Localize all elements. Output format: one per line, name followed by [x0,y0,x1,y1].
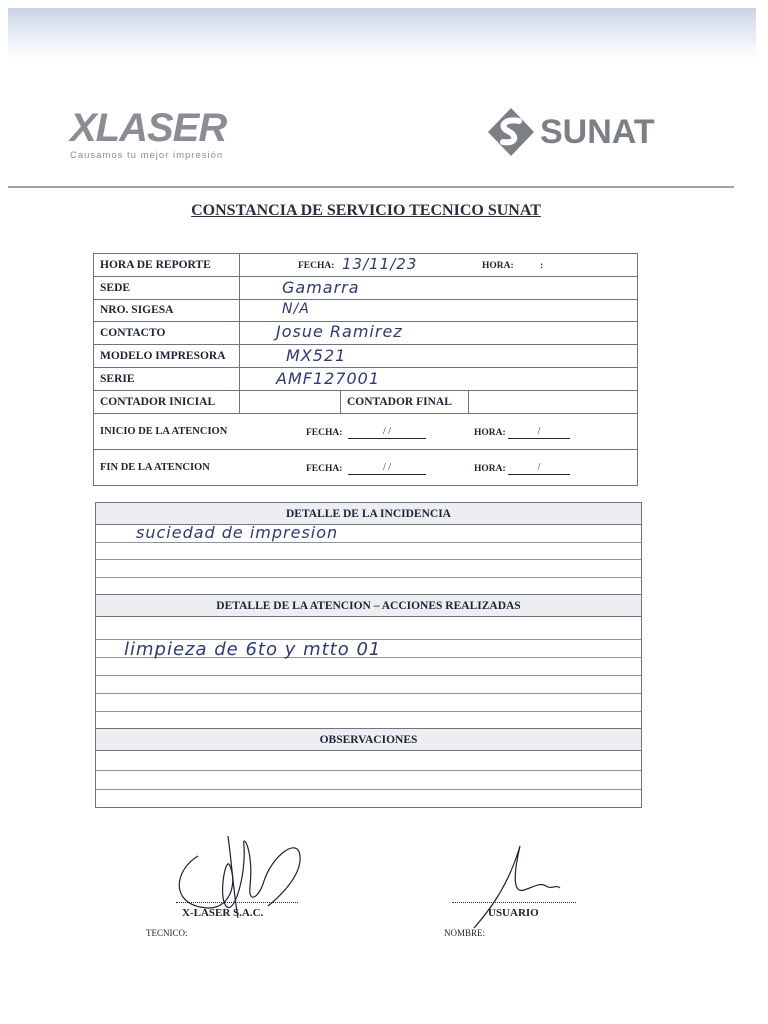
label-inicio-hora: HORA: [474,428,506,438]
observaciones-panel [95,728,642,808]
value-modelo: MX521 [286,346,347,365]
row-modelo [94,345,637,368]
label-contador-inicial: CONTADOR INICIAL [100,396,216,408]
label-hora-reporte: HORA DE REPORTE [100,259,211,271]
row-contacto [94,322,637,345]
label-fecha: FECHA: [298,261,335,271]
usuario-label: NOMBRE: [444,928,486,938]
xlaser-logo [70,108,270,164]
document-title: CONSTANCIA DE SERVICIO TECNICO SUNAT [191,202,541,219]
row-inicio-atencion [94,414,637,450]
sunat-logo [486,104,696,160]
row-contador [94,391,637,414]
sunat-logo-word: SUNAT [540,112,655,151]
label-sigesa: NRO. SIGESA [100,304,174,316]
value-contacto: Josue Ramirez [276,322,403,341]
row-sigesa [94,300,637,322]
row-sede [94,277,637,300]
label-fin-hora: HORA: [474,464,506,474]
atencion-handwritten: limpieza de 6to y mtto 01 [124,639,382,660]
label-inicio-atencion: INICIO DE LA ATENCION [100,426,228,437]
scan-header-shading [8,8,756,60]
tecnico-label: TECNICO: [146,928,188,938]
label-inicio-fecha: FECHA: [306,428,343,438]
value-serie: AMF127001 [276,369,381,388]
atencion-heading: DETALLE DE LA ATENCION – ACCIONES REALIZADAS [96,595,641,617]
value-hora: : [540,261,544,271]
xlaser-logo-word: XLASER [70,106,227,150]
value-inicio-hora: / [508,427,570,439]
label-contacto: CONTACTO [100,327,166,339]
label-hora: HORA: [482,261,514,271]
xlaser-tagline: Causamos tu mejor impresión [70,150,224,161]
label-modelo: MODELO IMPRESORA [100,350,226,362]
sunat-emblem-icon [486,106,536,158]
label-fin-fecha: FECHA: [306,464,343,474]
value-sede: Gamarra [282,278,360,297]
atencion-panel [95,594,642,728]
row-hora-reporte [94,254,637,277]
header-divider [8,186,734,188]
usuario-caption: USUARIO [488,907,539,919]
value-fin-hora: / [508,463,570,475]
incidencia-panel [95,502,642,594]
value-sigesa: N/A [282,301,310,317]
observaciones-heading: OBSERVACIONES [96,729,641,751]
row-fin-atencion [94,450,637,486]
service-form [93,253,638,486]
label-serie: SERIE [100,373,135,385]
value-fecha: 13/11/23 [342,255,418,273]
tecnico-caption: X-LASER S.A.C. [182,907,264,919]
row-serie [94,368,637,391]
value-inicio-fecha: / / [348,427,426,439]
incidencia-handwritten: suciedad de impresion [136,523,339,542]
label-sede: SEDE [100,282,131,294]
label-contador-final: CONTADOR FINAL [347,396,452,408]
tecnico-signature-drawing [168,826,310,920]
label-fin-atencion: FIN DE LA ATENCION [100,462,210,473]
value-fin-fecha: / / [348,463,426,475]
incidencia-heading: DETALLE DE LA INCIDENCIA [96,503,641,525]
